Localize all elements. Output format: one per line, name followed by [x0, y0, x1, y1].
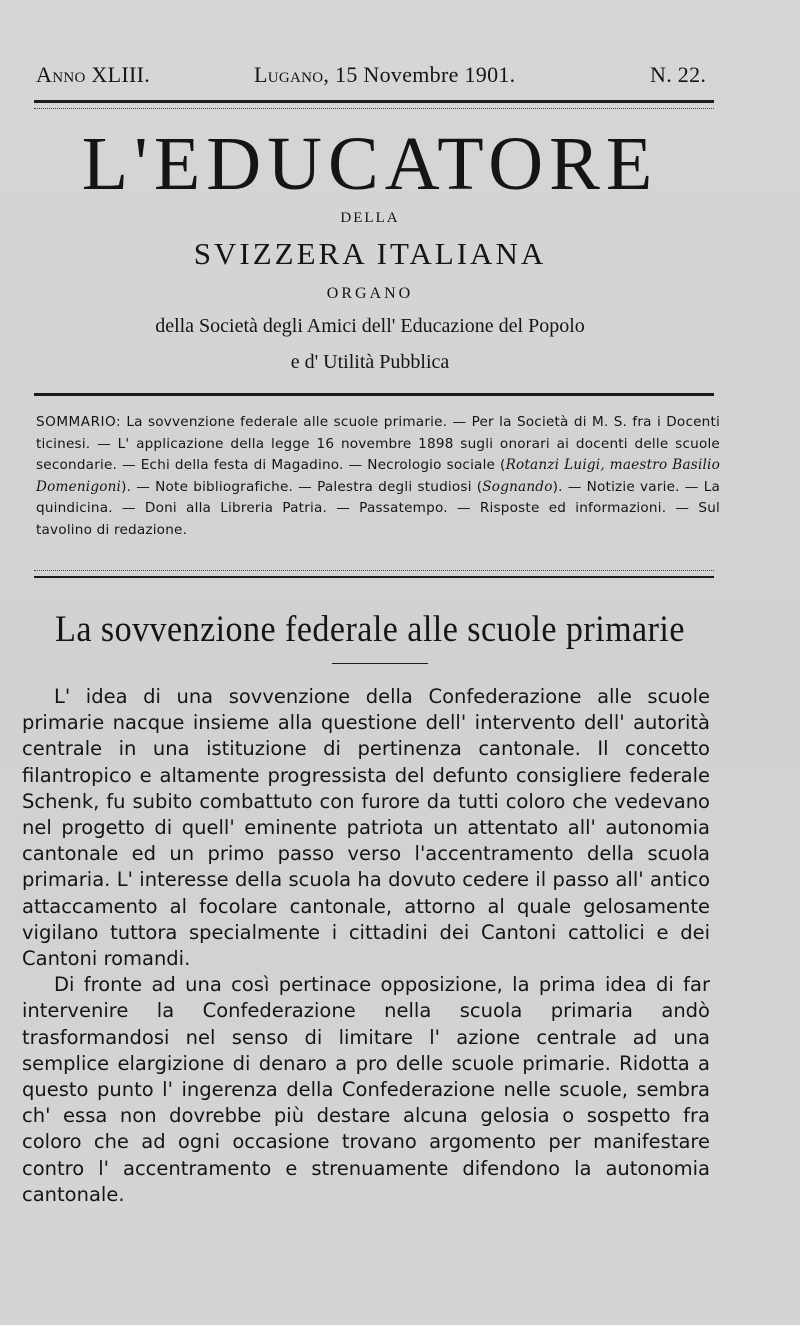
sommario-rule [34, 576, 714, 578]
article-paragraph: Di fronte ad una così pertinace opposizione, la prima idea di far intervenire la Confederazione nella scuola primaria andò trasformandosi nel senso di limitare l' azione centrale ad una semplice elargizione di denaro a pro delle scuole primarie. Ridotta a questo punto l' ingerenza della Confederazione nelle scuole, sembra ch' essa non dovrebbe più destare alcuna gelosia o sospetto fra coloro che ad ogni occasione trovano argomento per manifestare contro l' accentramento e strenuamente difendono la autonomia cantonale. [22, 973, 710, 1206]
masthead-rule [34, 393, 714, 396]
title-separator [332, 663, 428, 664]
header-rule [34, 100, 714, 103]
society-line-1: della Società degli Amici dell' Educazione del Popolo [155, 315, 585, 337]
issue-header [36, 62, 712, 92]
issue-date: 15 Novembre 1901. [335, 62, 516, 87]
sommario-label: SOMMARIO: [36, 414, 122, 430]
sommario-text-2: ). — Note bibliografiche. — Palestra degli studiosi ( [121, 478, 483, 495]
date-line [254, 62, 515, 88]
sommario-dotted-rule [34, 570, 714, 571]
sommario [36, 412, 720, 542]
article-paragraph: L' idea di una sovvenzione della Confederazione alle scuole primarie nacque insieme alla questione dell' intervento dell' autorità centrale in una istituzione di pertinenza cantonale. Il concetto filantropico e altamente progressista del defunto consigliere federale Schenk, fu subito combattuto con furore da tutti coloro che vedevano nel progetto di quell' eminente patriota un attentato all' autonomia cantonale ed un primo passo verso l'accentramento della scuola primaria. L' interesse della scuola ha dovuto cedere il passo all' antico attaccamento al focolare cantonale, attorno al quale gelosamente vigilano tuttora specialmente i cittadini dei Cantoni cattolici e dei Cantoni romandi. [22, 685, 710, 971]
header-dotted-rule [34, 108, 714, 109]
volume-info [36, 62, 150, 88]
place: Lugano, [254, 62, 330, 87]
sommario-palestra-title: Sognando [482, 478, 553, 495]
society-line-2: e d' Utilità Pubblica [290, 351, 450, 373]
article-title: La sovvenzione federale alle scuole primarie [55, 609, 685, 650]
sommario-necrology-names: Rotanzi Luigi, maestro Basilio Domenigoni [36, 457, 720, 495]
masthead-subtitle: SVIZZERA ITALIANA [193, 236, 547, 271]
issue-number: N. 22. [650, 62, 707, 87]
sommario-text-1: La sovvenzione federale alle scuole primarie. — Per la Società di M. S. fra i Docenti ticinesi. — L' applicazione della legge 16 novembre 1898 sugli onorari ai docenti delle scuole secondarie. — Echi della festa di Magadino. — Necrologio sociale ( [36, 414, 720, 474]
masthead-organo: ORGANO [326, 285, 414, 302]
masthead-della: DELLA [340, 210, 400, 226]
article-body [22, 684, 710, 1208]
anno-label: Anno [36, 62, 86, 87]
anno-number: XLIII. [91, 62, 151, 87]
masthead-title: L'EDUCATORE [81, 122, 659, 206]
sommario-text-3: ). — Notizie varie. — La quindicina. — Doni alla Libreria Patria. — Passatempo. — Risposte ed informazioni. — Sul tavolino di redazione. [36, 478, 720, 538]
